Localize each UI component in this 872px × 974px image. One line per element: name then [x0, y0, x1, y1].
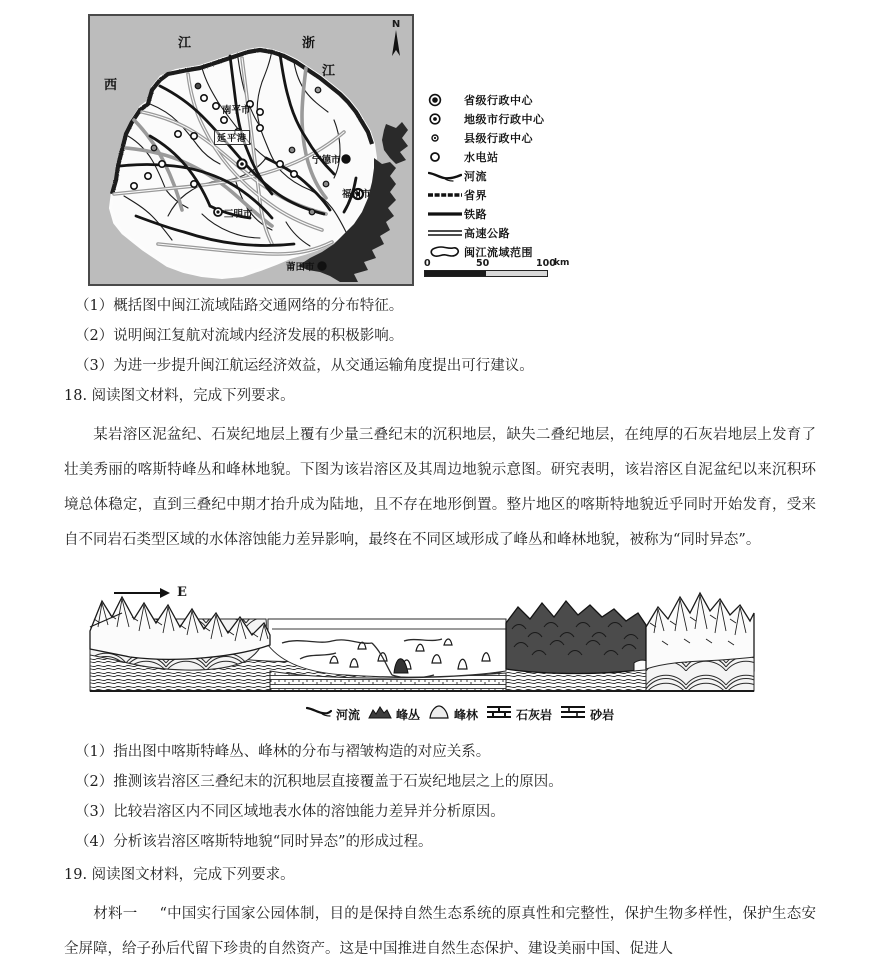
q18-heading: 18. 阅读图文材料，完成下列要求。 — [64, 388, 295, 404]
map-label-zhejiang-a: 浙 — [302, 36, 317, 51]
expressway-icon — [424, 226, 464, 240]
legend-label-expressway: 高速公路 — [464, 226, 510, 240]
map-scale-bar — [424, 258, 584, 277]
scale-label-end: 100 — [536, 258, 556, 269]
map-label-yanping-port: 延平港 — [214, 130, 250, 145]
cross-section-legend — [306, 704, 614, 724]
q18-body-line-3: 泥盆纪以来沉积环境总体稳定，直到三叠纪中期才抬升成为陆地，且不存在地形倒置。整片地区的喀斯特地 — [64, 462, 816, 513]
legend-label-province-border: 省界 — [464, 188, 487, 202]
karst-cross-section-diagram — [86, 583, 758, 696]
diagram-legend-row-limestone — [486, 704, 552, 724]
legend-row-hydropower — [424, 147, 584, 166]
cross-section-drawing — [86, 583, 758, 696]
legend-label-prefecture-city: 地级市行政中心 — [464, 112, 545, 126]
legend-row-prefecture-city — [424, 109, 584, 128]
provincial-capital-icon — [424, 93, 464, 107]
diagram-legend-label-limestone: 石灰岩 — [516, 707, 553, 722]
q18-subquestion-1: （1）指出图中喀斯特峰丛、峰林的分布与褶皱构造的对应关系。 — [75, 744, 491, 760]
q18-body-line-2: 上发育了壮美秀丽的喀斯特峰丛和峰林地貌。下图为该岩溶区及其周边地貌示意图。研究表明，该岩溶区自 — [64, 427, 816, 478]
direction-label-east: E — [177, 585, 187, 600]
q17-subquestion-1: （1）概括图中闽江流域陆路交通网络的分布特征。 — [75, 298, 404, 314]
legend-row-river — [424, 166, 584, 185]
legend-label-county-center: 县级行政中心 — [464, 131, 533, 145]
map-label-ningde: 宁德市 — [312, 155, 341, 166]
scale-label-mid: 50 — [476, 258, 490, 269]
river-icon — [424, 169, 464, 183]
minjiang-basin-map — [88, 14, 414, 286]
q17-subquestion-3: （3）为进一步提升闽江航运经济效益，从交通运输角度提出可行建议。 — [75, 358, 534, 374]
limestone-icon — [486, 704, 512, 724]
diagram-legend-label-peak-cluster: 峰丛 — [396, 707, 421, 722]
q18-body-line-1: 某岩溶区泥盆纪、石炭纪地层上覆有少量三叠纪末的沉积地层，缺失二叠纪地层，在纯厚的石灰岩地层 — [93, 427, 758, 443]
q18-body-paragraph — [64, 418, 816, 558]
legend-label-hydropower: 水电站 — [464, 150, 499, 164]
q18-subquestion-2: （2）推测该岩溶区三叠纪末的沉积地层直接覆盖于石炭纪地层之上的原因。 — [75, 774, 563, 790]
prefecture-city-icon — [424, 112, 464, 126]
diagram-legend-label-peak-forest: 峰林 — [454, 707, 479, 722]
diagram-legend-row-peak-forest — [428, 705, 478, 724]
railway-icon — [424, 207, 464, 221]
legend-label-minjiang-basin: 闽江流域范围 — [464, 245, 533, 259]
compass-label: N — [391, 19, 401, 30]
river-icon — [306, 705, 332, 723]
q18-subquestion-4: （4）分析该岩溶区喀斯特地貌“同时异态”的形成过程。 — [75, 834, 433, 850]
q19-material-label: 材料一 — [93, 906, 138, 922]
map-legend — [424, 90, 584, 261]
legend-row-county-center — [424, 128, 584, 147]
legend-row-provincial-capital — [424, 90, 584, 109]
map-label-sanming: 三明市 — [224, 209, 253, 220]
compass-arrow-icon — [389, 30, 403, 58]
map-label-jiangxi-a: 江 — [178, 36, 193, 51]
legend-label-railway: 铁路 — [464, 207, 487, 221]
scale-label-start: 0 — [424, 258, 431, 269]
diagram-legend-label-river: 河流 — [336, 707, 361, 722]
diagram-legend-row-sandstone — [560, 704, 614, 724]
q19-material-one-paragraph — [64, 897, 816, 967]
q18-body-line-5: 峰林地貌，被称为“同时异态”。 — [557, 532, 761, 548]
q19-heading: 19. 阅读图文材料，完成下列要求。 — [64, 867, 295, 883]
diagram-legend-row-peak-cluster — [368, 705, 420, 724]
map-label-jiangxi-b: 西 — [104, 78, 119, 93]
q18-body-line-4: 貌近乎同时开始发育，受来自不同岩石类型区域的水体溶蚀能力差异影响，最终在不同区域形成了峰丛和 — [64, 497, 816, 548]
legend-row-province-border — [424, 185, 584, 204]
map-label-putian: 莆田市 — [286, 262, 315, 273]
map-drawing — [90, 16, 412, 284]
scale-label-unit: km — [554, 258, 570, 268]
peak-cluster-icon — [368, 705, 392, 724]
legend-row-expressway — [424, 223, 584, 242]
map-label-fuzhou: 福州市 — [342, 189, 371, 200]
legend-row-railway — [424, 204, 584, 223]
q17-subquestion-2: （2）说明闽江复航对流域内经济发展的积极影响。 — [75, 328, 404, 344]
hydropower-station-icon — [424, 150, 464, 164]
compass-north-icon — [388, 20, 404, 60]
scale-tick-labels — [424, 258, 584, 270]
map-label-zhejiang-b: 江 — [322, 64, 337, 79]
county-center-icon — [424, 131, 464, 145]
legend-label-provincial-capital: 省级行政中心 — [464, 93, 533, 107]
province-border-icon — [424, 188, 464, 202]
peak-forest-icon — [428, 705, 450, 724]
map-label-nanping: 南平市 — [222, 105, 251, 116]
diagram-legend-label-sandstone: 砂岩 — [590, 707, 615, 722]
scale-bar-filled-segment — [425, 271, 486, 276]
diagram-legend-row-river — [306, 705, 360, 723]
legend-label-river: 河流 — [464, 169, 487, 183]
q19-body-line-1: “中国实行国家公园体制，目的是保持自然生态系统的原真性和完整性，保护生物多样性， — [159, 906, 743, 922]
sandstone-icon — [560, 704, 586, 724]
scale-bar-empty-segment — [486, 271, 547, 276]
q19-body-line-2: 保护生态安全屏障，给子孙后代留下珍贵的自然资产。这是中国推进自然生态保护、建设美丽中国、促进人 — [64, 906, 817, 957]
scale-bar-graphic — [424, 270, 548, 277]
q18-subquestion-3: （3）比较岩溶区内不同区域地表水体的溶蚀能力差异并分析原因。 — [75, 804, 505, 820]
